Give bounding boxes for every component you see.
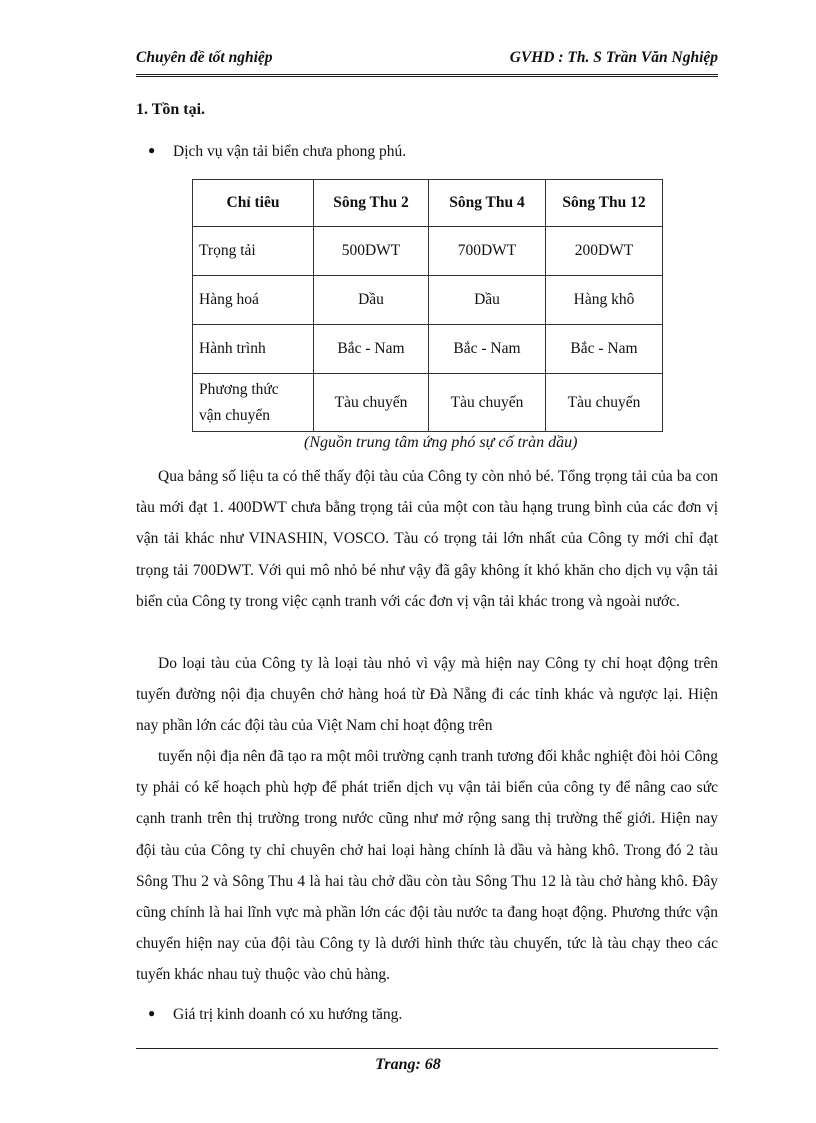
- paragraph: Qua bảng số liệu ta có thể thấy đội tàu của Công ty còn nhỏ bé. Tổng trọng tải của ba con tàu mới đạt 1. 400DWT chưa bằng trọng tải của một con tàu hạng trung bình của các đơn vị vận tải khác như VINASHIN, VOSCO. Tàu có trọng tải lớn nhất của Công ty mới chỉ đạt trọng tải 700DWT. Với qui mô nhỏ bé như vậy đã gây không ít khó khăn cho dịch vụ vận tải biển của Công ty trong việc cạnh tranh với các đơn vị vận tải khác trong và ngoài nước.: [136, 468, 718, 610]
- table-cell: Tàu chuyến: [314, 374, 429, 432]
- table-cell: Hàng hoá: [193, 276, 314, 325]
- table-cell: Bắc - Nam: [429, 325, 546, 374]
- table-cell: 700DWT: [429, 227, 546, 276]
- table-row: [193, 276, 663, 325]
- table-cell: 500DWT: [314, 227, 429, 276]
- bullet-text: Dịch vụ vận tải biển chưa phong phú.: [173, 143, 407, 160]
- table-row: [193, 325, 663, 374]
- table-cell: Tàu chuyến: [429, 374, 546, 432]
- bullet-icon: ●: [148, 1006, 156, 1020]
- section-title: 1. Tồn tại.: [136, 101, 206, 118]
- table-cell: Bắc - Nam: [314, 325, 429, 374]
- bullet-icon: ●: [148, 143, 156, 157]
- fleet-table: [192, 179, 663, 432]
- footer-divider: [136, 1048, 718, 1049]
- table-row: [193, 374, 663, 432]
- paragraph: Do loại tàu của Công ty là loại tàu nhỏ vì vậy mà hiện nay Công ty chỉ hoạt động trên tuyến đường nội địa chuyên chở hàng hoá từ Đà Nẵng đi các tỉnh khác và ngược lại. Hiện nay phần lớn các đội tàu của Việt Nam chỉ hoạt động trên: [136, 655, 718, 735]
- table-cell: Trọng tải: [193, 227, 314, 276]
- table-cell: Bắc - Nam: [546, 325, 663, 374]
- table-cell: 200DWT: [546, 227, 663, 276]
- page-number: Trang: 68: [375, 1056, 441, 1073]
- table-row: [193, 227, 663, 276]
- table-cell: Hành trình: [193, 325, 314, 374]
- cell-line: vận chuyển: [199, 406, 271, 424]
- page-header: [136, 46, 718, 77]
- table-cell: Dầu: [429, 276, 546, 325]
- bullet-text: Giá trị kinh doanh có xu hướng tăng.: [173, 1006, 403, 1023]
- header-cell: Sông Thu 4: [429, 180, 546, 227]
- header-cell: Chỉ tiêu: [193, 180, 314, 227]
- table-cell: [193, 374, 314, 432]
- header-cell: Sông Thu 2: [314, 180, 429, 227]
- table-cell: Hàng khô: [546, 276, 663, 325]
- table-header-row: [193, 180, 663, 227]
- table-cell: Dầu: [314, 276, 429, 325]
- paragraph: tuyến nội địa nên đã tạo ra một môi trường cạnh tranh tương đối khắc nghiệt đòi hỏi Công ty phải có kế hoạch phù hợp để phát triển dịch vụ vận tải biển của công ty để nâng cao sức cạnh tranh trên thị trường trong nước cũng như mở rộng sang thị trường thế giới. Hiện nay đội tàu của Công ty chỉ chuyên chở hai loại hàng chính là dầu và hàng khô. Trong đó 2 tàu Sông Thu 2 và Sông Thu 4 là hai tàu chở dầu còn tàu Sông Thu 12 là tàu chở hàng khô. Đây cũng chính là hai lĩnh vực mà phần lớn các đội tàu nước ta đang hoạt động. Phương thức vận chuyển hiện nay của đội tàu Công ty là dưới hình thức tàu chuyến, tức là tàu chạy theo các tuyến khác nhau tuỳ thuộc vào chủ hàng.: [136, 748, 718, 984]
- cell-line: Phương thức: [199, 380, 279, 398]
- header-title: Chuyên đề tốt nghiệp: [136, 49, 273, 66]
- header-cell: Sông Thu 12: [546, 180, 663, 227]
- header-advisor: GVHD : Th. S Trần Văn Nghiệp: [509, 49, 718, 66]
- table-source: (Nguồn trung tâm ứng phó sự cố tràn dầu): [304, 434, 578, 451]
- table-cell: Tàu chuyến: [546, 374, 663, 432]
